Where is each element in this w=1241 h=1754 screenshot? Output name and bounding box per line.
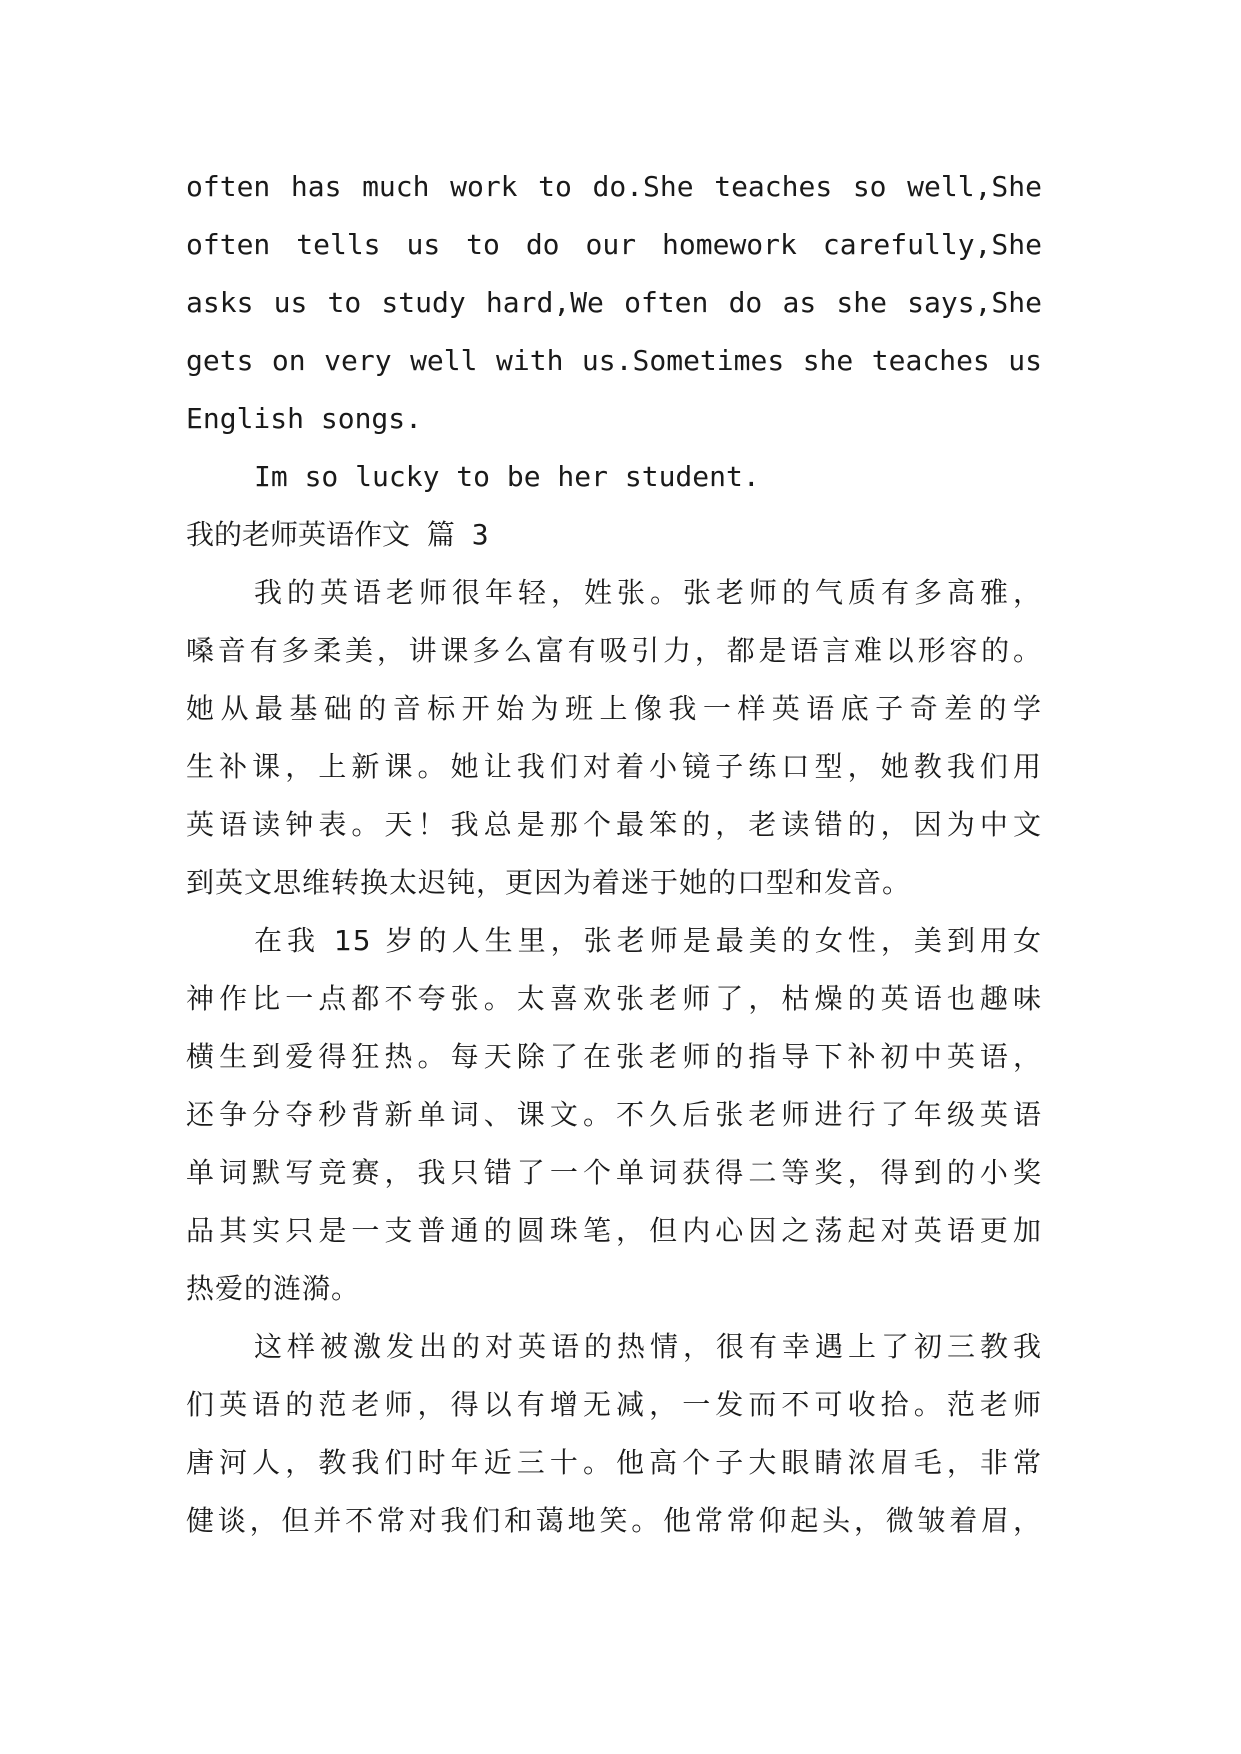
paragraph-2 [186,912,1042,1318]
text-line: 到英文思维转换太迟钝，更因为着迷于她的口型和发音。 [186,866,912,899]
text-line: English songs. [186,402,423,435]
paragraph-1 [186,564,1042,912]
text-line: 品其实只是一支普通的圆珠笔，但内心因之荡起对英语更加 [186,1214,1042,1247]
text-line: 们英语的范老师，得以有增无减，一发而不可收拾。范老师 [186,1388,1042,1421]
text-line: 还争分夺秒背新单词、课文。不久后张老师进行了年级英语 [186,1098,1042,1131]
text-line: 单词默写竞赛，我只错了一个单词获得二等奖，得到的小奖 [186,1156,1042,1189]
document-body [186,158,1042,1550]
text-line: 我的英语老师很年轻，姓张。张老师的气质有多高雅， [254,576,1042,609]
text-line: 嗓音有多柔美，讲课多么富有吸引力，都是语言难以形容的。 [186,634,1042,667]
text-line: 生补课，上新课。她让我们对着小镜子练口型，她教我们用 [186,750,1042,783]
text-line: 在我 15 岁的人生里，张老师是最美的女性，美到用女 [254,924,1042,957]
text-line: 热爱的涟漪。 [186,1272,361,1305]
text-line: often tells us to do our homework carefully,She [186,228,1042,261]
closing-line: Im so lucky to be her student. [254,460,760,493]
text-line: 神作比一点都不夸张。太喜欢张老师了，枯燥的英语也趣味 [186,982,1042,1015]
paragraph-3 [186,1318,1042,1550]
text-line: 唐河人，教我们时年近三十。他高个子大眼睛浓眉毛，非常 [186,1446,1042,1479]
text-line: 健谈，但并不常对我们和蔼地笑。他常常仰起头，微皱着眉， [186,1504,1042,1537]
english-paragraph [186,158,1042,448]
text-line: 英语读钟表。天！我总是那个最笨的，老读错的，因为中文 [186,808,1042,841]
text-line: 她从最基础的音标开始为班上像我一样英语底子奇差的学 [186,692,1042,725]
text-line: gets on very well with us.Sometimes she teaches us [186,344,1042,377]
text-line: often has much work to do.She teaches so well,She [186,170,1042,203]
section-heading: 我的老师英语作文 篇 3 [186,518,489,551]
text-line: 这样被激发出的对英语的热情，很有幸遇上了初三教我 [254,1330,1042,1363]
text-line: asks us to study hard,We often do as she says,She [186,286,1042,319]
text-line: 横生到爱得狂热。每天除了在张老师的指导下补初中英语， [186,1040,1042,1073]
